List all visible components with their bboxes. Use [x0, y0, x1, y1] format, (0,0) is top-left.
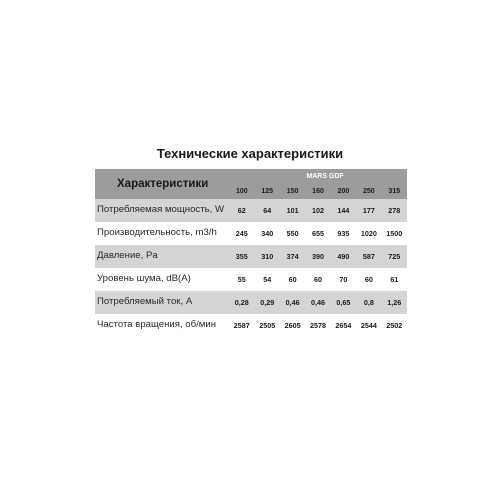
table-cell: 102 [305, 199, 330, 222]
table-cell: 54 [263, 275, 272, 284]
table-cell: 0,65 [331, 291, 356, 314]
table-cell: 655 [312, 229, 325, 238]
header-row-series [95, 169, 407, 183]
table-row [95, 245, 407, 268]
size-header: 250 [356, 183, 381, 199]
spec-table-body [95, 199, 407, 337]
table-cell: 177 [356, 199, 381, 222]
table-cell: 60 [314, 275, 323, 284]
table-cell: 144 [331, 199, 356, 222]
page-title: Технические характеристики [156, 146, 344, 161]
size-header: 315 [382, 183, 407, 199]
table-cell: 550 [286, 229, 299, 238]
table-cell: 278 [382, 199, 407, 222]
spec-table [95, 169, 407, 337]
row-label: Частота вращения, об/мин [97, 319, 217, 331]
table-cell: 2505 [259, 321, 276, 330]
row-label: Потребляемая мощность, W [95, 199, 229, 222]
table-cell: 2578 [310, 321, 327, 330]
table-cell: 0,8 [356, 291, 381, 314]
row-label: Давление, Pa [95, 245, 229, 268]
table-cell: 101 [280, 199, 305, 222]
table-row [95, 314, 407, 337]
row-label: Уровень шума, dB(A) [97, 273, 191, 285]
spec-table-header [95, 169, 407, 199]
table-cell: 62 [229, 199, 254, 222]
table-cell: 490 [331, 245, 356, 268]
table-cell: 2605 [284, 321, 301, 330]
row-label: Производительность, m3/h [97, 227, 217, 239]
table-cell: 1020 [360, 229, 377, 238]
table-cell: 935 [337, 229, 350, 238]
table-cell: 70 [339, 275, 348, 284]
table-cell: 340 [261, 229, 274, 238]
size-header: 125 [255, 183, 280, 199]
table-cell: 64 [255, 199, 280, 222]
table-cell: 1500 [386, 229, 403, 238]
table-row [95, 268, 407, 291]
table-cell: 0,28 [229, 291, 254, 314]
size-header: 160 [305, 183, 330, 199]
size-header: 200 [331, 183, 356, 199]
table-row [95, 222, 407, 245]
table-row [95, 199, 407, 222]
header-label: Характеристики [95, 169, 229, 199]
size-header: 100 [229, 183, 254, 199]
table-cell: 61 [390, 275, 399, 284]
size-header: 150 [280, 183, 305, 199]
table-cell: 587 [356, 245, 381, 268]
table-cell: 355 [229, 245, 254, 268]
series-name: MARS GDF [229, 169, 407, 183]
table-cell: 0,29 [255, 291, 280, 314]
row-label: Потребляемый ток, A [95, 291, 229, 314]
table-cell: 60 [288, 275, 297, 284]
table-cell: 0,46 [280, 291, 305, 314]
table-cell: 1,26 [382, 291, 407, 314]
table-cell: 2502 [386, 321, 403, 330]
table-cell: 55 [237, 275, 246, 284]
table-cell: 2544 [360, 321, 377, 330]
table-cell: 310 [255, 245, 280, 268]
table-cell: 2587 [233, 321, 250, 330]
table-cell: 390 [305, 245, 330, 268]
table-cell: 2654 [335, 321, 352, 330]
table-cell: 374 [280, 245, 305, 268]
table-cell: 0,46 [305, 291, 330, 314]
table-row [95, 291, 407, 314]
table-cell: 725 [382, 245, 407, 268]
table-cell: 60 [364, 275, 373, 284]
table-cell: 245 [235, 229, 248, 238]
